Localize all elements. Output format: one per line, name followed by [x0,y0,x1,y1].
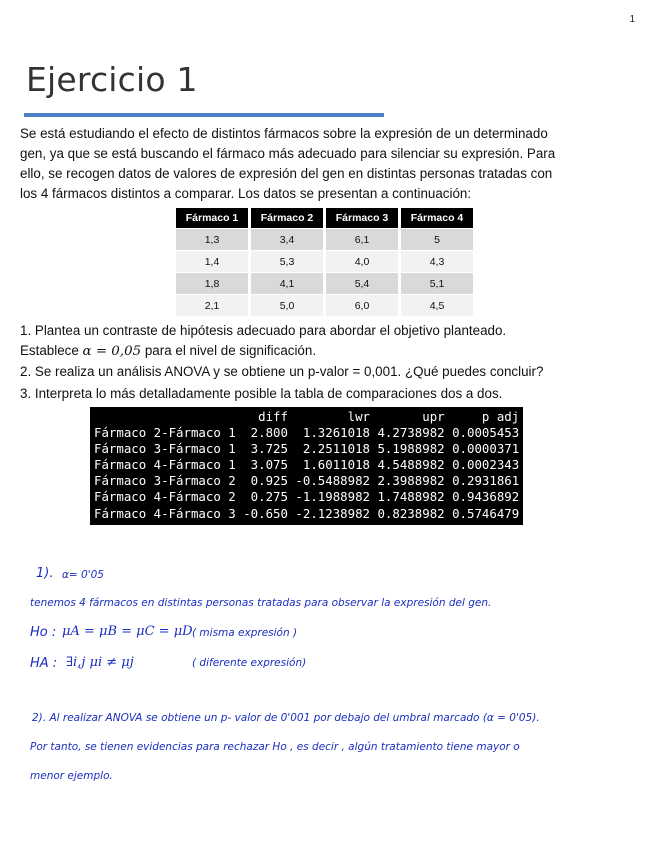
column-header: Fármaco 1 [176,208,251,228]
tukey-row: Fármaco 4-Fármaco 3 -0.650 -2.1238982 0.8238982 0.5746479 [94,505,520,521]
title-underline [24,113,384,117]
ha-note: ( diferente expresión) [192,657,307,669]
table-header-row [176,208,476,228]
question-3 [20,384,634,404]
intro-line: gen, ya que se está buscando el fármaco más adecuado para silenciar su expresión. Para [20,146,556,161]
tukey-output [90,407,523,525]
table-cell: 2,1 [176,294,251,316]
intro-line: Se está estudiando el efecto de distintos fármacos sobre la expresión de un determinado [20,126,548,141]
column-header: Fármaco 4 [401,208,476,228]
table-row [176,272,476,294]
intro-line: los 4 fármacos distintos a comparar. Los datos se presentan a continuación: [20,186,472,201]
table-cell: 6,1 [326,228,401,250]
page-title: Ejercicio 1 [26,60,198,99]
question-1 [20,321,634,362]
ha-label: HA : [30,656,58,671]
table-row [176,250,476,272]
table-cell: 5,4 [326,272,401,294]
h0-label: Ho : [30,625,57,640]
intro-line: ello, se recogen datos de valores de expresión del gen en distintas personas tratadas con [20,166,553,181]
answer-2-line-3: menor ejemplo. [30,770,113,782]
table-row [176,294,476,316]
alpha-value: α = 0,05 [82,344,142,359]
table-cell: 1,8 [176,272,251,294]
answer-1-alpha: α= 0'05 [62,569,104,581]
page-number: 1 [629,14,635,25]
table-cell: 6,0 [326,294,401,316]
table-cell: 5,1 [401,272,476,294]
question-3-text: 3. Interpreta lo más detalladamente posible la tabla de comparaciones dos a dos. [20,386,503,401]
tukey-row: Fármaco 3-Fármaco 1 3.725 2.2511018 5.1988982 0.0000371 [94,441,520,457]
tukey-row: Fármaco 4-Fármaco 2 0.275 -1.1988982 1.7488982 0.9436892 [94,489,520,505]
h0-note: ( misma expresión ) [192,627,298,639]
column-header: Fármaco 2 [251,208,326,228]
table-cell: 1,4 [176,250,251,272]
answer-1-label: 1). [36,566,54,581]
table-cell: 3,4 [251,228,326,250]
table-cell: 5,3 [251,250,326,272]
answer-1-text: tenemos 4 fármacos en distintas personas tratadas para observar la expresión del gen. [30,597,492,609]
tukey-row: Fármaco 4-Fármaco 1 3.075 1.6011018 4.5488982 0.0002343 [94,457,520,473]
table-cell: 4,1 [251,272,326,294]
table-row [176,228,476,250]
table-cell: 5 [401,228,476,250]
h0-formula: μA = μB = μC = μD [62,624,193,639]
question-1-suffix: para el nivel de significación. [141,343,317,358]
drug-expression-table [176,208,476,316]
ha-formula: ∃i,j μi ≠ μj [66,655,134,670]
tukey-row: Fármaco 2-Fármaco 1 2.800 1.3261018 4.2738982 0.0005453 [94,425,520,441]
table-cell: 4,0 [326,250,401,272]
column-header: Fármaco 3 [326,208,401,228]
question-1-prefix: Establece [20,343,83,358]
tukey-row: Fármaco 3-Fármaco 2 0.925 -0.5488982 2.3988982 0.2931861 [94,473,520,489]
answer-2-line-1: 2). Al realizar ANOVA se obtiene un p- valor de 0'001 por debajo del umbral marcado (α = 0'05). [32,712,540,724]
intro-paragraph [20,124,634,204]
tukey-header: diff lwr upr p adj [94,409,520,424]
question-2-text: 2. Se realiza un análisis ANOVA y se obtiene un p-valor = 0,001. ¿Qué puedes concluir? [20,364,544,379]
question-1-line-2 [20,341,634,362]
table-cell: 4,3 [401,250,476,272]
table-cell: 1,3 [176,228,251,250]
table-cell: 4,5 [401,294,476,316]
answer-2-line-2: Por tanto, se tienen evidencias para rechazar Ho , es decir , algún tratamiento tiene mayor o [30,741,520,753]
question-2 [20,362,634,382]
question-1-line-1: 1. Plantea un contraste de hipótesis adecuado para abordar el objetivo planteado. [20,323,507,338]
table-cell: 5,0 [251,294,326,316]
